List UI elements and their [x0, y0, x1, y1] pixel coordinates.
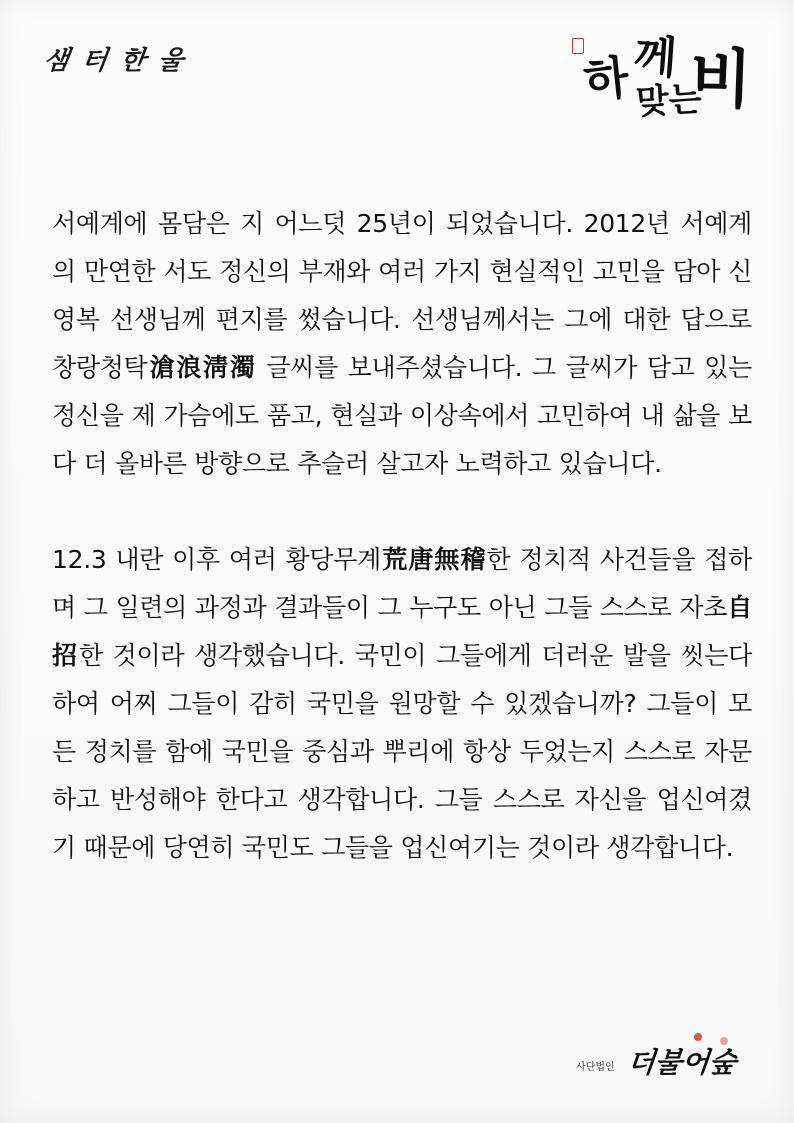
flower-icon [694, 1033, 702, 1041]
small-seal-icon [572, 38, 584, 54]
paragraph-1-text-b: 글씨를 보내주셨습니다. 그 글씨가 담고 있는 정신을 제 가슴에도 품고, 현실과 이상속에서 고민하여 내 삶을 보다 더 올바른 방향으로 추슬러 살고자 노력하고 있습니다. [52, 353, 752, 478]
calligraphy-char-4: 비 [688, 40, 754, 119]
footer-org-name: 더불어숲 [626, 1046, 738, 1079]
hanja-jacho: 自招 [52, 593, 752, 670]
footer-org-type: 사단법인 [576, 1062, 615, 1073]
flower-icon [720, 1037, 728, 1045]
calligraphy-char-2: 께 [632, 30, 679, 85]
paragraph-2-text-b: 한 정치적 사건들을 접하며 그 일련의 과정과 결과들이 그 누구도 아닌 그들 스스로 자초 [52, 545, 752, 622]
calligraphy-char-3: 맞는 [634, 79, 703, 123]
header-calligraphy-left: 샘 터 한 울 [41, 46, 188, 76]
footer-logo [576, 1033, 746, 1083]
header-calligraphy-right [572, 28, 754, 148]
hanja-changrang: 滄浪淸濁 [147, 353, 257, 382]
hanja-hwangdang: 荒唐無稽 [380, 545, 487, 574]
paragraph-1-text-a: 서예계에 몸담은 지 어느덧 25년이 되었습니다. 2012년 서예계의 만연한 서도 정신의 부재와 여러 가지 현실적인 고민을 담아 신영복 선생님께 편지를 썼습니다. 선생님께서는 그에 대한 답으로 창랑청탁 [52, 209, 752, 382]
paragraph-1 [52, 200, 752, 488]
paragraph-2-text-a: 12.3 내란 이후 여러 황당무계 [52, 545, 381, 574]
letter-body [52, 200, 752, 872]
calligraphy-char-1: 하 [581, 49, 632, 109]
paragraph-2 [52, 536, 752, 872]
paragraph-2-text-c: 한 것이라 생각했습니다. 국민이 그들에게 더러운 발을 씻는다 하여 어찌 그들이 감히 국민을 원망할 수 있겠습니까? 그들이 모든 정치를 함에 국민을 중심과 뿌리에 항상 두었는지 스스로 자문하고 반성해야 한다고 생각합니다. 그들 스스로 자신을 업신여겼기 때문에 당연히 국민도 그들을 업신여기는 것이라 생각합니다. [52, 641, 752, 862]
